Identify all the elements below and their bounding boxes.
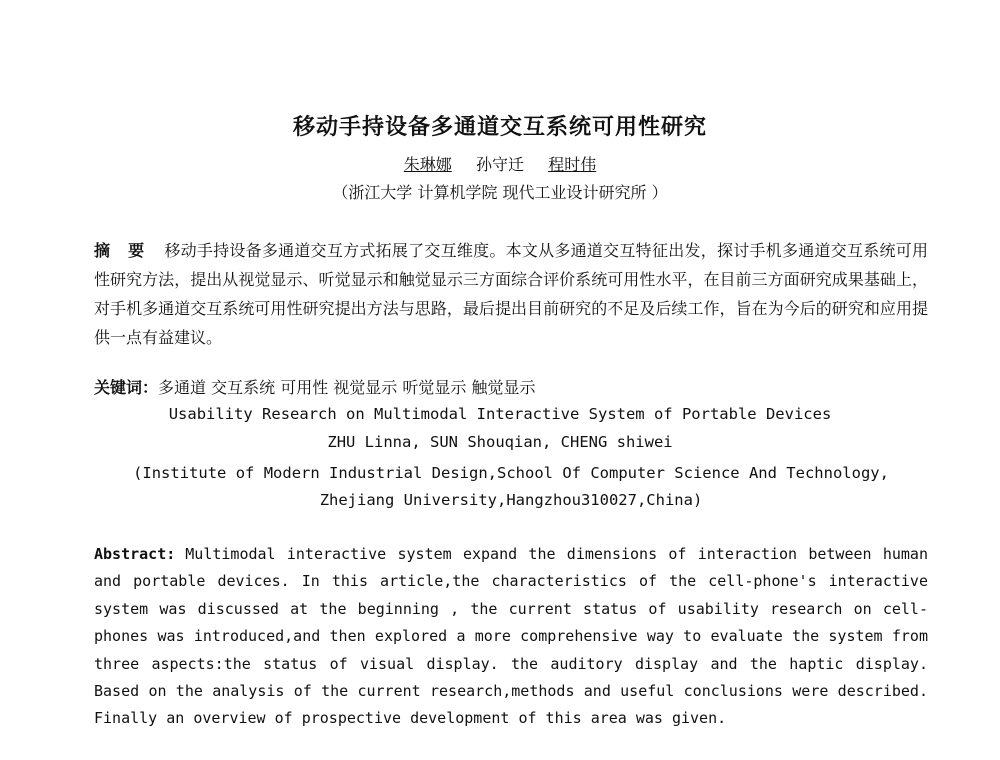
- authors-cn: [0, 152, 1000, 175]
- keywords-cn-label: 关键词：: [94, 378, 159, 397]
- paper-title-cn: 移动手持设备多通道交互系统可用性研究: [292, 114, 707, 140]
- author-1: 朱琳娜: [403, 155, 452, 174]
- abstract-en: [94, 541, 928, 733]
- author-2: 孙守迁: [475, 155, 524, 174]
- abstract-en-label: Abstract:: [94, 545, 176, 563]
- abstract-cn: [94, 236, 928, 352]
- keywords-cn-text: 多通道 交互系统 可用性 视觉显示 听觉显示 触觉显示: [158, 378, 536, 397]
- abstract-cn-text: 移动手持设备多通道交互方式拓展了交互维度。本文从多通道交互特征出发，探讨手机多通道交互系统可用性研究方法，提出从视觉显示、听觉显示和触觉显示三方面综合评价系统可用性水平，在目前三方面研究成果基础上，对手机多通道交互系统可用性研究提出方法与思路，最后提出目前研究的不足及后续工作，旨在为今后的研究和应用提供一点有益建议。: [94, 241, 928, 347]
- keywords-cn: [94, 375, 535, 398]
- author-3: 程时伟: [548, 155, 597, 174]
- affiliation-cn: （浙江大学 计算机学院 现代工业设计研究所 ）: [332, 183, 668, 202]
- abstract-cn-label: 摘 要: [94, 241, 151, 260]
- authors-en: ZHU Linna, SUN Shouqian, CHENG shiwei: [327, 433, 673, 451]
- affiliation-en: (Institute of Modern Industrial Design,School Of Computer Science And Technology, Zhejiang University,Hangzhou310027,China): [133, 464, 889, 509]
- abstract-en-text: Multimodal interactive system expand the dimensions of interaction between human and portable devices. In this article,the characteristics of the cell-phone's interactive system was discussed at the beginning , the current status of usability research on cell-phones was introduced,and then explored a more comprehensive way to evaluate the system from three aspects:the status of visual display. the auditory display and the haptic display. Based on the analysis of the current research,methods and useful conclusions were described. Finally an overview of prospective development of this area was given.: [94, 545, 928, 728]
- paper-title-en: Usability Research on Multimodal Interactive System of Portable Devices: [168, 405, 832, 423]
